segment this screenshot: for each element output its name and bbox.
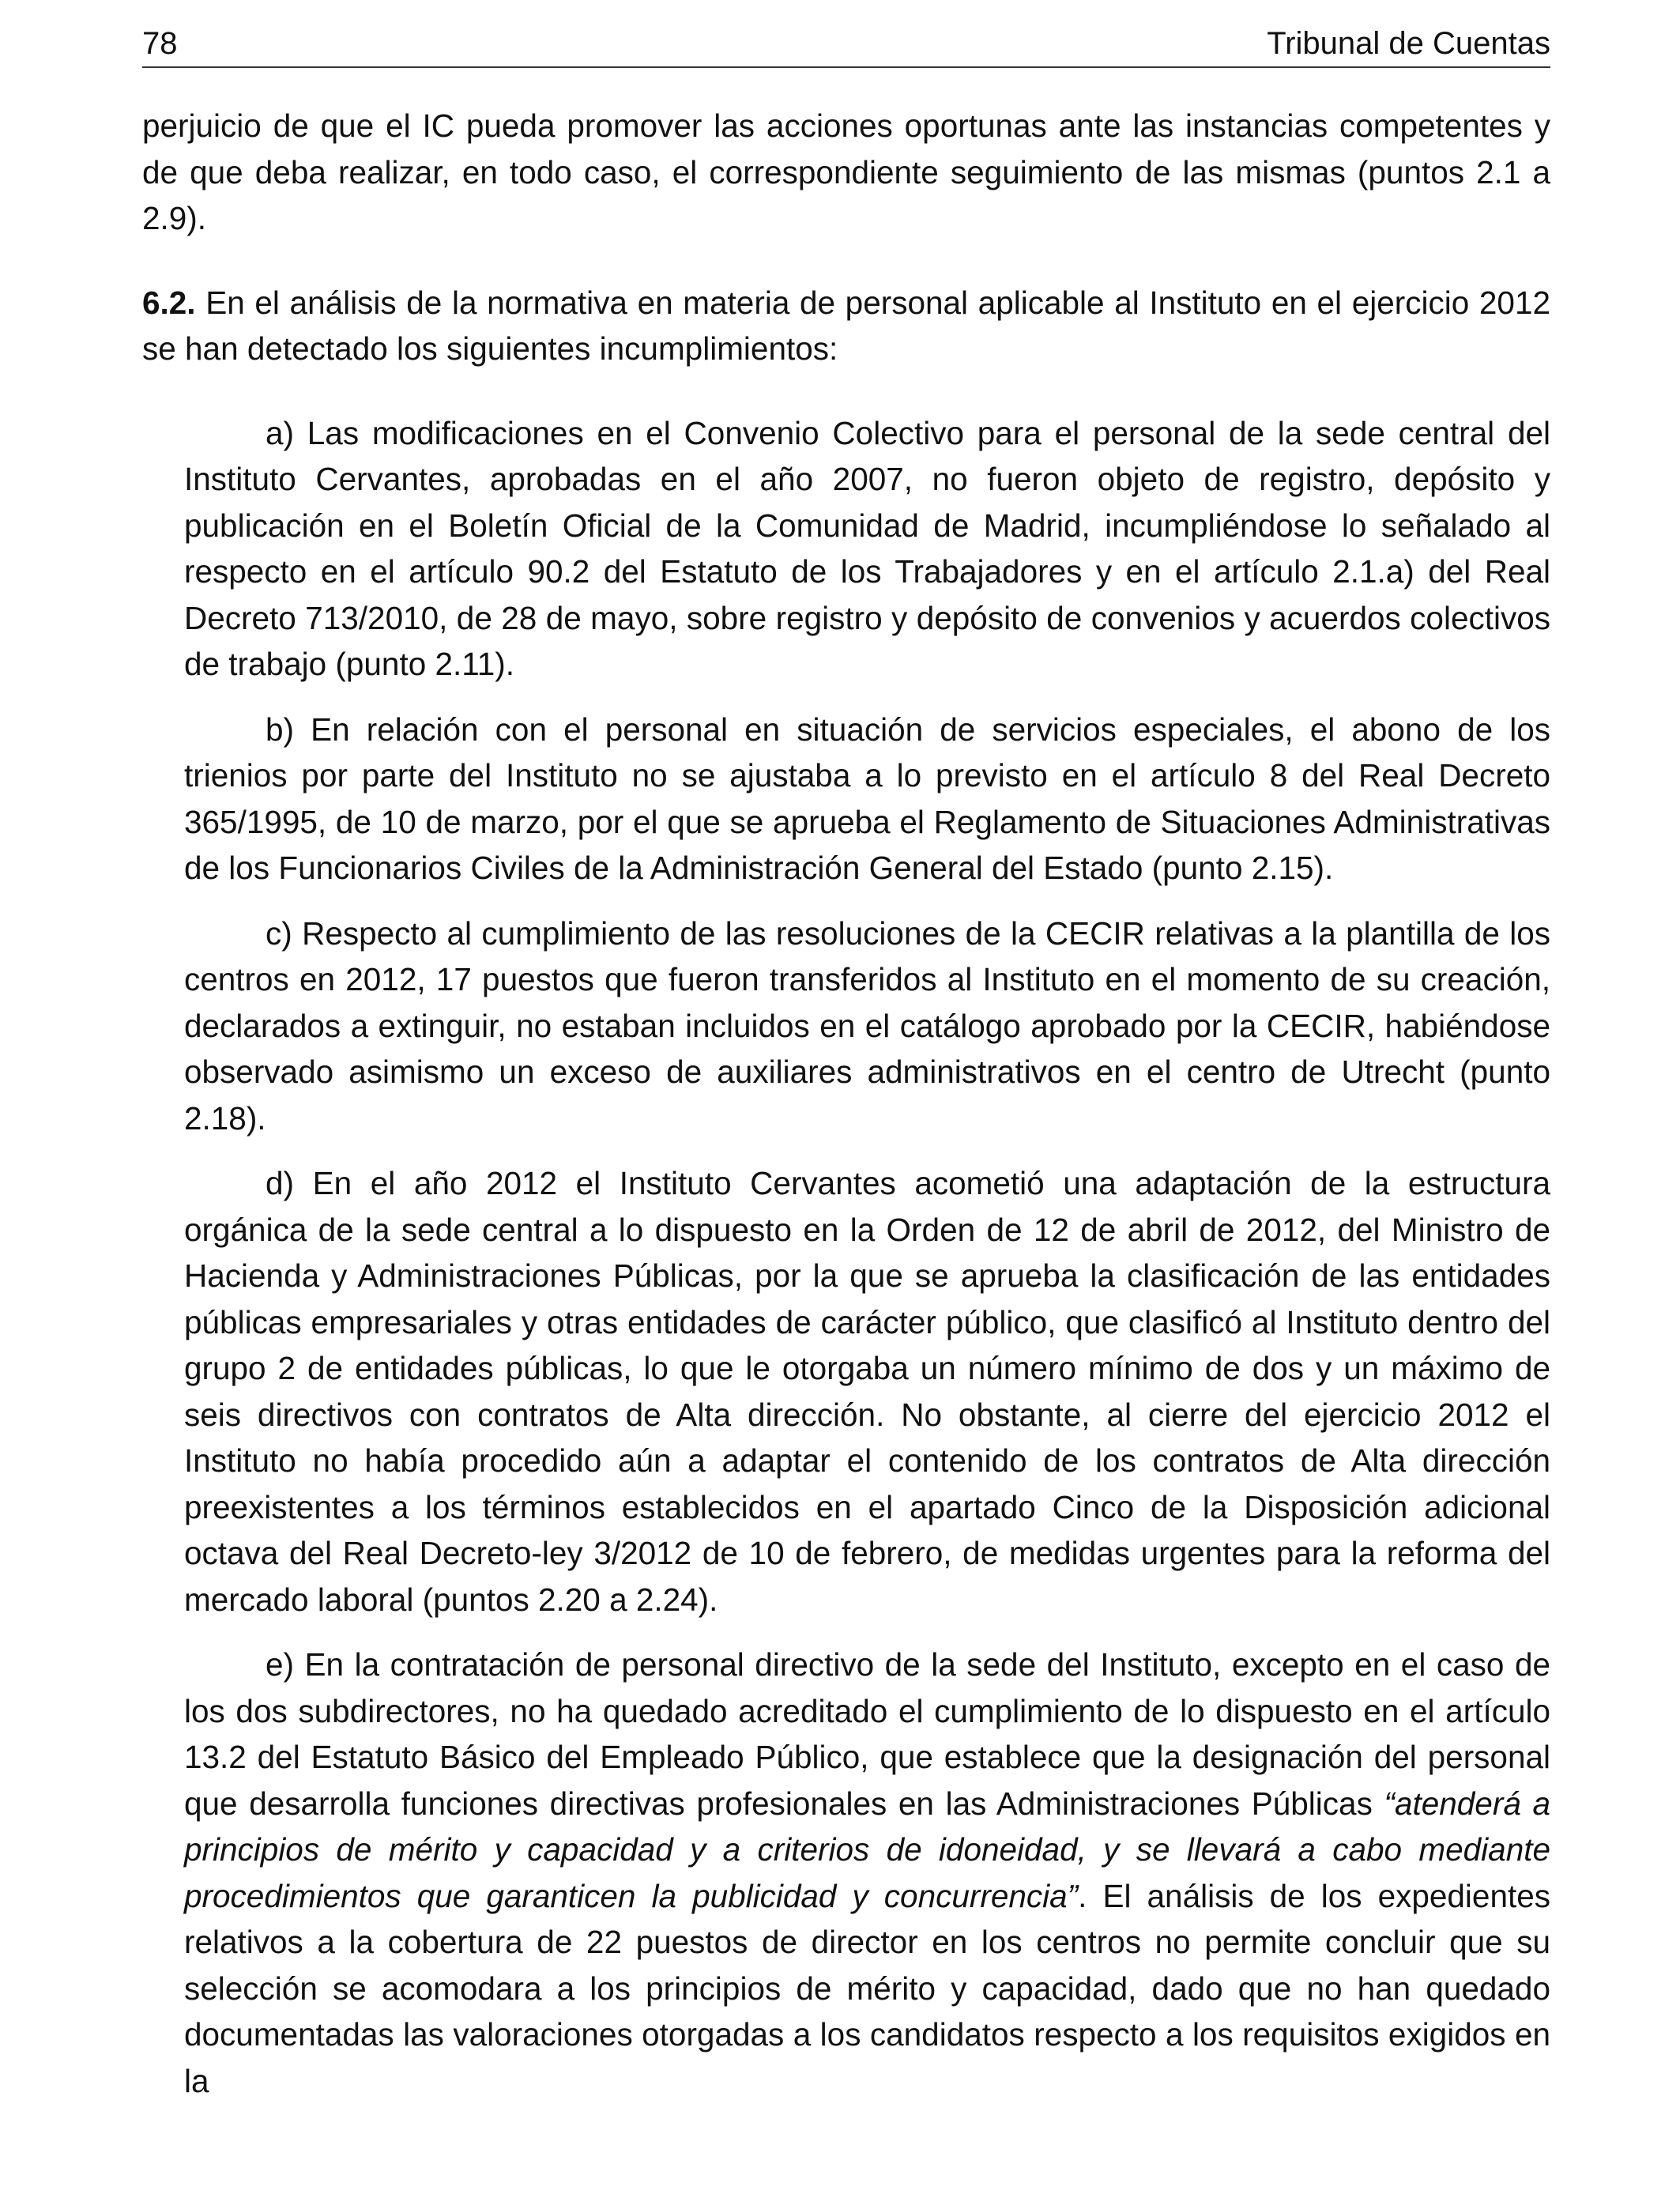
item-d: d) En el año 2012 el Instituto Cervantes acometió una adaptación de la estructura orgánica de la sede central a lo dispuesto en la Orden de 12 de abril de 2012, del Ministro de Hacienda y Administraciones Públicas, por la que se aprueba la clasificación de las entidades públicas empresariales y otras entidades de carácter público, que clasificó al Instituto dentro del grupo 2 de entidades públicas, lo que le otorgaba un número mínimo de dos y un máximo de seis directivos con contratos de Alta dirección. No obstante, al cierre del ejercicio 2012 el Instituto no había procedido aún a adaptar el contenido de los contratos de Alta dirección preexistentes a los términos establecidos en el apartado Cinco de la Disposición adicional octava del Real Decreto-ley 3/2012 de 10 de febrero, de medidas urgentes para la reforma del mercado laboral (puntos 2.20 a 2.24). bbox=[184, 1165, 1550, 1618]
section-intro-text: En el análisis de la normativa en materia de personal aplicable al Instituto en el ejercicio 2012 se han detectado los siguientes incumplimientos: bbox=[142, 284, 1550, 367]
paragraph-continuation: perjuicio de que el IC pueda promover las acciones oportunas ante las instancias competentes y de que deba realizar, en todo caso, el correspondiente seguimiento de las mismas (puntos 2.1 a 2.9). bbox=[142, 107, 1550, 236]
document-body bbox=[142, 103, 1550, 2123]
item-e bbox=[184, 1642, 1550, 2104]
item-e-quote: “atenderá a principios de mérito y capacidad y a criterios de idoneidad, y se llevará a cabo mediante procedimientos que garanticen la publicidad y concurrencia” bbox=[184, 1785, 1550, 1914]
paragraph-6-2 bbox=[142, 280, 1550, 372]
item-e-text-end: . El análisis de los expedientes relativos a la cobertura de 22 puestos de director en los centros no permite concluir que su selección se acomodara a los principios de mérito y capacidad, dado que no han quedado documentadas las valoraciones otorgadas a los candidatos respecto a los requisitos exigidos en la bbox=[184, 1877, 1550, 2099]
page-number: 78 bbox=[142, 26, 178, 61]
header-organization: Tribunal de Cuentas bbox=[1267, 26, 1550, 61]
item-a: a) Las modificaciones en el Convenio Colectivo para el personal de la sede central del Instituto Cervantes, aprobadas en el año 2007, no fueron objeto de registro, depósito y publicación en el Boletín Oficial de la Comunidad de Madrid, incumpliéndose lo señalado al respecto en el artículo 90.2 del Estatuto de los Trabajadores y en el artículo 2.1.a) del Real Decreto 713/2010, de 28 de mayo, sobre registro y depósito de convenios y acuerdos colectivos de trabajo (punto 2.11). bbox=[184, 414, 1550, 682]
item-e-text: e) En la contratación de personal directivo de la sede del Instituto, excepto en el caso de los dos subdirectores, no ha quedado acreditado el cumplimiento de lo dispuesto en el artículo 13.2 del Estatuto Básico del Empleado Público, que establece que la designación del personal que desarrolla funciones directivas profesionales en las Administraciones Públicas bbox=[184, 1646, 1550, 1822]
page-header bbox=[142, 22, 1550, 68]
item-c: c) Respecto al cumplimiento de las resoluciones de la CECIR relativas a la plantilla de los centros en 2012, 17 puestos que fueron transferidos al Instituto en el momento de su creación, declarados a extinguir, no estaban incluidos en el catálogo aprobado por la CECIR, habiéndose observado asimismo un exceso de auxiliares administrativos en el centro de Utrecht (punto 2.18). bbox=[184, 914, 1550, 1137]
item-b: b) En relación con el personal en situación de servicios especiales, el abono de los trienios por parte del Instituto no se ajustaba a lo previsto en el artículo 8 del Real Decreto 365/1995, de 10 de marzo, por el que se aprueba el Reglamento de Situaciones Administrativas de los Funcionarios Civiles de la Administración General del Estado (punto 2.15). bbox=[184, 711, 1550, 886]
section-number: 6.2. bbox=[142, 284, 196, 321]
